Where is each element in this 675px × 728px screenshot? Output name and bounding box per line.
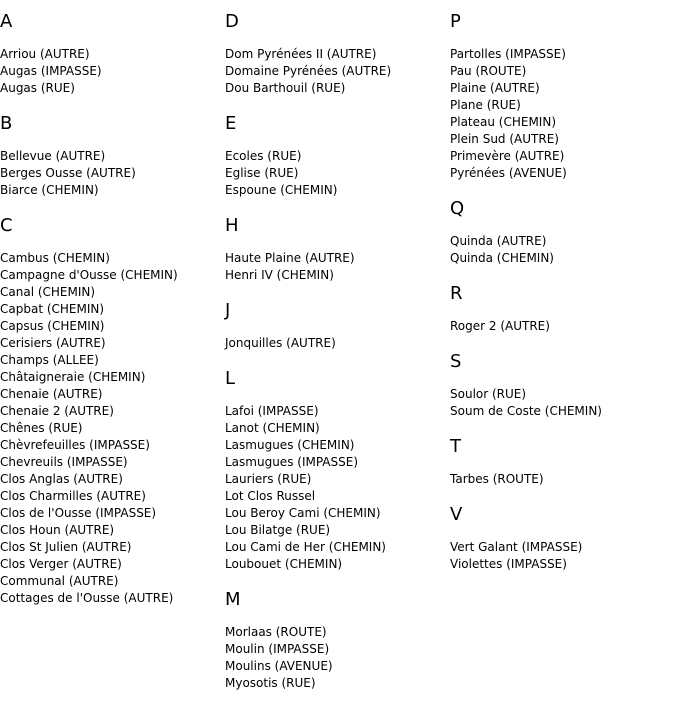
letter-group-r xyxy=(450,283,670,335)
street-list-item xyxy=(0,420,220,437)
letter-heading: T xyxy=(450,436,461,457)
street-list-item xyxy=(0,437,220,454)
street-link[interactable]: Loubouet (CHEMIN) xyxy=(225,557,343,571)
street-list-item xyxy=(450,165,670,182)
street-link[interactable]: Roger 2 (AUTRE) xyxy=(450,319,550,333)
street-list-item xyxy=(0,590,220,607)
street-link[interactable]: Myosotis (RUE) xyxy=(225,676,316,690)
street-link[interactable]: Augas (IMPASSE) xyxy=(0,64,102,78)
street-link[interactable]: Quinda (CHEMIN) xyxy=(450,251,554,265)
street-list-item xyxy=(0,80,220,97)
street-list-item xyxy=(450,46,670,63)
street-link[interactable]: Henri IV (CHEMIN) xyxy=(225,268,334,282)
street-list-item xyxy=(225,403,445,420)
street-link[interactable]: Lanot (CHEMIN) xyxy=(225,421,320,435)
street-list xyxy=(225,250,445,284)
street-list-item xyxy=(225,148,445,165)
street-link[interactable]: Plane (RUE) xyxy=(450,98,521,112)
letter-group-t xyxy=(450,436,670,488)
letter-heading: S xyxy=(450,351,462,372)
street-list-item xyxy=(0,488,220,505)
street-link[interactable]: Chèvrefeuilles (IMPASSE) xyxy=(0,438,150,452)
street-list-item xyxy=(0,335,220,352)
letter-heading: J xyxy=(225,300,231,321)
street-list xyxy=(225,624,445,692)
street-list-item xyxy=(225,420,445,437)
street-link[interactable]: Vert Galant (IMPASSE) xyxy=(450,540,583,554)
street-list-item xyxy=(225,556,445,573)
street-link[interactable]: Clos St Julien (AUTRE) xyxy=(0,540,132,554)
street-list-item xyxy=(225,505,445,522)
street-link[interactable]: Soum de Coste (CHEMIN) xyxy=(450,404,602,418)
street-link[interactable]: Cerisiers (AUTRE) xyxy=(0,336,106,350)
street-link[interactable]: Quinda (AUTRE) xyxy=(450,234,547,248)
street-link[interactable]: Plaine (AUTRE) xyxy=(450,81,540,95)
street-list-item xyxy=(0,46,220,63)
street-link[interactable]: Clos Charmilles (AUTRE) xyxy=(0,489,146,503)
street-link[interactable]: Chenaie 2 (AUTRE) xyxy=(0,404,114,418)
letter-heading: Q xyxy=(450,198,465,219)
street-list-item xyxy=(0,454,220,471)
street-link[interactable]: Lafoi (IMPASSE) xyxy=(225,404,319,418)
street-list-item xyxy=(225,165,445,182)
street-link[interactable]: Espoune (CHEMIN) xyxy=(225,183,338,197)
street-list xyxy=(450,471,670,488)
street-list-item xyxy=(0,522,220,539)
street-list-item xyxy=(225,624,445,641)
street-link[interactable]: Pyrénées (AVENUE) xyxy=(450,166,567,180)
letter-heading: B xyxy=(0,113,13,134)
street-list xyxy=(450,539,670,573)
letter-group-q xyxy=(450,198,670,267)
street-link[interactable]: Biarce (CHEMIN) xyxy=(0,183,99,197)
street-link[interactable]: Augas (RUE) xyxy=(0,81,75,95)
letter-heading: C xyxy=(0,215,13,236)
street-list-item xyxy=(0,471,220,488)
street-list-item xyxy=(450,233,670,250)
street-link[interactable]: Domaine Pyrénées (AUTRE) xyxy=(225,64,392,78)
street-link[interactable]: Dom Pyrénées II (AUTRE) xyxy=(225,47,377,61)
street-link[interactable]: Arriou (AUTRE) xyxy=(0,47,90,61)
letter-heading: A xyxy=(0,11,13,32)
street-list-item xyxy=(450,386,670,403)
street-index-column-3 xyxy=(450,0,670,589)
letter-heading: M xyxy=(225,589,241,610)
street-list-item xyxy=(0,403,220,420)
street-list xyxy=(0,46,220,97)
street-link[interactable]: Lou Bilatge (RUE) xyxy=(225,523,331,537)
street-list-item xyxy=(225,539,445,556)
street-link[interactable]: Châtaigneraie (CHEMIN) xyxy=(0,370,146,384)
letter-group-m xyxy=(225,589,445,692)
street-list-item xyxy=(225,454,445,471)
street-list xyxy=(0,250,220,607)
street-list-item xyxy=(225,437,445,454)
street-list xyxy=(0,148,220,199)
street-link[interactable]: Moulins (AVENUE) xyxy=(225,659,333,673)
letter-heading: L xyxy=(225,368,236,389)
letter-group-c xyxy=(0,215,220,607)
street-list-item xyxy=(450,471,670,488)
street-list-item xyxy=(450,148,670,165)
street-link[interactable]: Chevreuils (IMPASSE) xyxy=(0,455,128,469)
street-list xyxy=(225,46,445,97)
street-link[interactable]: Soulor (RUE) xyxy=(450,387,527,401)
street-link[interactable]: Cottages de l'Ousse (AUTRE) xyxy=(0,591,174,605)
street-list-item xyxy=(450,114,670,131)
letter-group-d xyxy=(225,11,445,97)
street-link[interactable]: Lot Clos Russel xyxy=(225,489,316,503)
letter-group-h xyxy=(225,215,445,284)
street-link[interactable]: Bellevue (AUTRE) xyxy=(0,149,106,163)
street-link[interactable]: Champs (ALLEE) xyxy=(0,353,99,367)
street-list-item xyxy=(0,573,220,590)
street-list xyxy=(450,318,670,335)
street-list-item xyxy=(0,284,220,301)
street-link[interactable]: Chenaie (AUTRE) xyxy=(0,387,103,401)
street-link[interactable]: Partolles (IMPASSE) xyxy=(450,47,566,61)
street-list-item xyxy=(0,352,220,369)
street-link[interactable]: Morlaas (ROUTE) xyxy=(225,625,327,639)
letter-heading: V xyxy=(450,504,463,525)
letter-heading: E xyxy=(225,113,237,134)
street-list-item xyxy=(450,556,670,573)
street-list-item xyxy=(225,335,445,352)
street-list-item xyxy=(450,131,670,148)
street-link[interactable]: Campagne d'Ousse (CHEMIN) xyxy=(0,268,178,282)
street-list-item xyxy=(225,471,445,488)
street-link[interactable]: Dou Barthouil (RUE) xyxy=(225,81,346,95)
street-list-item xyxy=(0,318,220,335)
street-list-item xyxy=(0,165,220,182)
street-link[interactable]: Tarbes (ROUTE) xyxy=(450,472,544,486)
street-link[interactable]: Lou Beroy Cami (CHEMIN) xyxy=(225,506,381,520)
street-link[interactable]: Capsus (CHEMIN) xyxy=(0,319,105,333)
street-list-item xyxy=(225,182,445,199)
street-link[interactable]: Jonquilles (AUTRE) xyxy=(225,336,336,350)
street-link[interactable]: Lou Cami de Her (CHEMIN) xyxy=(225,540,386,554)
street-list-item xyxy=(0,63,220,80)
street-list-item xyxy=(225,80,445,97)
street-list-item xyxy=(0,267,220,284)
street-list-item xyxy=(225,250,445,267)
street-list xyxy=(225,403,445,573)
street-list-item xyxy=(450,80,670,97)
street-index-column-1 xyxy=(0,0,220,623)
street-list xyxy=(225,335,445,352)
street-link[interactable]: Lauriers (RUE) xyxy=(225,472,312,486)
street-list-item xyxy=(225,267,445,284)
street-list-item xyxy=(0,386,220,403)
street-link[interactable]: Clos Verger (AUTRE) xyxy=(0,557,122,571)
street-list-item xyxy=(0,369,220,386)
street-link[interactable]: Berges Ousse (AUTRE) xyxy=(0,166,136,180)
street-link[interactable]: Communal (AUTRE) xyxy=(0,574,119,588)
street-list-item xyxy=(0,505,220,522)
street-link[interactable]: Canal (CHEMIN) xyxy=(0,285,96,299)
street-link[interactable]: Capbat (CHEMIN) xyxy=(0,302,105,316)
letter-group-v xyxy=(450,504,670,573)
street-list xyxy=(450,46,670,182)
street-list-item xyxy=(0,148,220,165)
street-link[interactable]: Lasmugues (IMPASSE) xyxy=(225,455,359,469)
letter-heading: P xyxy=(450,11,461,32)
street-link[interactable]: Eglise (RUE) xyxy=(225,166,299,180)
street-list-item xyxy=(225,63,445,80)
street-list-item xyxy=(0,301,220,318)
letter-heading: R xyxy=(450,283,463,304)
street-list-item xyxy=(0,539,220,556)
street-list-item xyxy=(450,63,670,80)
street-list-item xyxy=(225,658,445,675)
street-link[interactable]: Clos Houn (AUTRE) xyxy=(0,523,115,537)
street-list-item xyxy=(450,318,670,335)
street-list-item xyxy=(225,641,445,658)
street-list-item xyxy=(225,46,445,63)
letter-group-e xyxy=(225,113,445,199)
street-list-item xyxy=(225,488,445,505)
street-link[interactable]: Cambus (CHEMIN) xyxy=(0,251,110,265)
letter-heading: D xyxy=(225,11,239,32)
street-list-item xyxy=(450,97,670,114)
letter-group-j xyxy=(225,300,445,352)
street-list xyxy=(450,386,670,420)
letter-group-l xyxy=(225,368,445,573)
street-link[interactable]: Primevère (AUTRE) xyxy=(450,149,565,163)
street-link[interactable]: Moulin (IMPASSE) xyxy=(225,642,330,656)
street-list-item xyxy=(0,556,220,573)
street-link[interactable]: Violettes (IMPASSE) xyxy=(450,557,567,571)
street-link[interactable]: Clos de l'Ousse (IMPASSE) xyxy=(0,506,157,520)
letter-group-b xyxy=(0,113,220,199)
street-list-item xyxy=(0,182,220,199)
street-link[interactable]: Haute Plaine (AUTRE) xyxy=(225,251,355,265)
street-link[interactable]: Plein Sud (AUTRE) xyxy=(450,132,559,146)
street-link[interactable]: Pau (ROUTE) xyxy=(450,64,527,78)
street-link[interactable]: Clos Anglas (AUTRE) xyxy=(0,472,123,486)
street-list-item xyxy=(450,403,670,420)
street-list-item xyxy=(225,675,445,692)
street-list-item xyxy=(450,539,670,556)
street-link[interactable]: Chênes (RUE) xyxy=(0,421,83,435)
street-list xyxy=(450,233,670,267)
letter-heading: H xyxy=(225,215,239,236)
letter-group-a xyxy=(0,11,220,97)
letter-group-p xyxy=(450,11,670,182)
street-link[interactable]: Lasmugues (CHEMIN) xyxy=(225,438,355,452)
letter-group-s xyxy=(450,351,670,420)
street-list-item xyxy=(450,250,670,267)
street-list xyxy=(225,148,445,199)
street-link[interactable]: Ecoles (RUE) xyxy=(225,149,302,163)
street-link[interactable]: Plateau (CHEMIN) xyxy=(450,115,557,129)
street-list-item xyxy=(225,522,445,539)
street-list-item xyxy=(0,250,220,267)
street-index-column-2 xyxy=(225,0,445,708)
